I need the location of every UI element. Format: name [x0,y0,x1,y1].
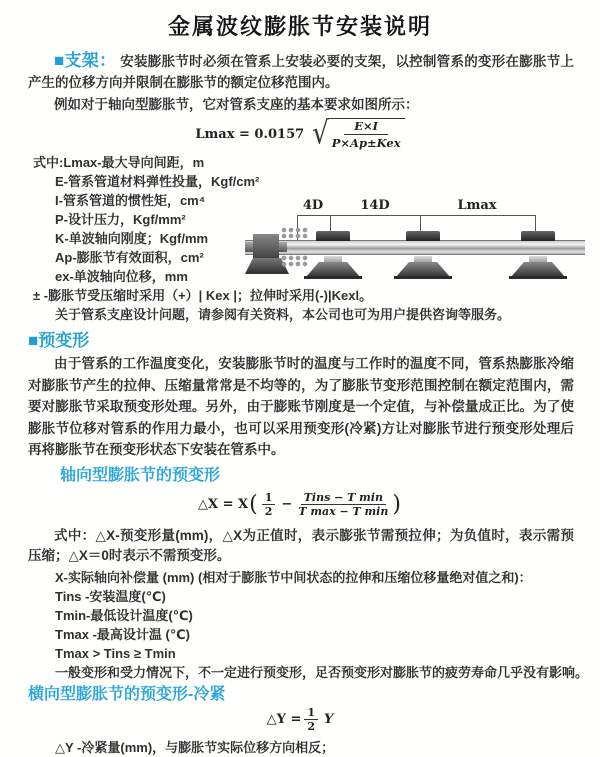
radical-sign: √ [312,116,329,152]
support-base [511,262,565,277]
pipe-guide-support [393,198,453,298]
formula-lmax-fraction [328,118,405,150]
document-page [0,10,600,755]
dim-label-lmax: Lmax [457,198,497,213]
axial-definition-lines [55,568,600,682]
formula-lmax-numerator: E×I [344,119,388,135]
dim-label-14d: 14D [360,198,390,213]
support-example-line: 例如对于轴向型膨胀节，它对管系支座的基本要求如图所示： [54,97,419,112]
formula-dy-lhs: △Y = [266,712,302,727]
temperature-fraction [298,491,388,518]
definition-line: Tmax -最高设计温 (℃) [55,626,190,642]
support-closing-line: 关于管系支座设计问题，请参阅有关资料，本公司也可为用户提供咨询等服务。 [55,307,511,322]
lateral-subsection-heading: 横向型膨胀节的预变形-冷紧 [28,685,226,703]
minus-sign: − [281,497,293,512]
definition-line: 一般变形和受力情况下，不一定进行预变形，足否预变形对膨胀节的疲劳寿命几乎没有影响。 [55,664,589,680]
dy-explain-line: △Y -冷紧量(mm)，与膨胀节实际位移方向相反； [55,739,335,755]
axial-subsection-heading: 轴向型膨胀节的预变形 [60,466,221,484]
support-neck [414,256,432,263]
predeform-section-heading [28,331,600,351]
support-foot [304,276,362,279]
support-neck [529,256,547,263]
support-base [396,262,450,277]
half-fraction [304,706,318,733]
support-base [306,262,360,277]
variable-line: K-单波轴向刚度；Kgf/mm [55,231,209,246]
support-intro-paragraph [28,50,574,93]
anchor-block [253,234,279,260]
half-numerator: 1 [262,491,276,505]
dim-label-4d: 4D [302,198,324,213]
support-foot [509,276,567,279]
variable-line: I-管系管道的惯性矩，cm⁴ [55,193,206,208]
formula-lmax [0,118,600,150]
support-neck [324,256,342,263]
half-denominator: 2 [307,720,316,733]
temperature-denominator: T max − T min [298,505,389,518]
definition-line: Tmax > Tins ≥ Tmin [55,645,176,661]
formula-lmax-denominator: P×Ap±Kex [331,136,401,150]
pipe-guide-support [303,198,363,298]
definition-line: X-实际轴向补偿量 (mm) (相对于膨胀节中间状态的拉伸和压缩位移量绝对值之和)： [55,569,532,585]
open-paren: ( [249,492,258,517]
half-numerator: 1 [304,706,318,720]
formula-dx-lhs: △X = X [198,497,249,512]
support-cap [316,231,350,241]
support-section-heading: ■支架： [54,51,117,70]
variable-line: ex-单波轴向位移，mm [55,269,188,284]
support-cap [521,231,555,241]
variable-line: 式中:Lmax-最大导向间距，m [33,155,205,170]
definition-line: Tins -安装温度(℃) [55,588,166,604]
variable-line: P-设计压力，Kgf/mm² [55,212,186,227]
dx-explain-paragraph: 式中：△X-预变形量(mm)，△X为正值时，表示膨张节需预拉伸；为负值时，表示需预压缩；△X＝0时表示不需预变形。 [28,527,574,563]
support-intro-text: 安装膨胀节时必须在管系上安装必要的支架，以控制管系的变形在膨胀节上产生的位移方向并限制在膨胀节的额定位移范围内。 [28,54,574,90]
pipe-support-diagram [245,198,600,298]
formula-lmax-lhs: Lmax = 0.0157 [195,126,305,142]
predeform-heading-text: ■预变形 [28,331,90,350]
page-title: 金属波纹膨胀节安装说明 [167,14,432,39]
formula-delta-x [0,489,600,521]
formula-delta-y [0,707,600,733]
half-fraction [262,491,276,518]
predeform-paragraph: 由于管系的工作温度变化，安装膨胀节时的温度与工作时的温度不同，管系热膨胀冷缩对膨胀节产生的拉伸、压缩量常常是不均等的，为了膨胀节变形范围控制在额定范围内，需要对膨胀节采取预变形处理。另外，由于膨账节刚度是一个定值，与补偿量成正比。为了使膨胀节位移对管系的作用力最小，也可以采用预变形(冷紧)方让对膨胀节进行预变形处理后再将膨胀节在预变形状态下安装在管系中。 [28,356,574,457]
half-denominator: 2 [264,505,273,518]
definition-line: Tmin-最低设计温度(℃) [55,607,193,623]
close-paren: ) [392,492,401,517]
variable-line: Ap-膨胀节有效面积，cm² [55,250,204,265]
support-foot [394,276,452,279]
formula-dy-rhs: Y [324,712,334,727]
pipe-guide-support [508,198,568,298]
temperature-numerator: Tins − T min [301,491,386,505]
variable-line: E-管系管道材料弹性投量，Kgf/cm² [55,174,260,189]
variable-line-plusminus: ± -膨胀节受压缩时采用（+）| Kex |；拉伸时采用(-)|Kexl。 [33,288,373,303]
support-cap [406,231,440,241]
